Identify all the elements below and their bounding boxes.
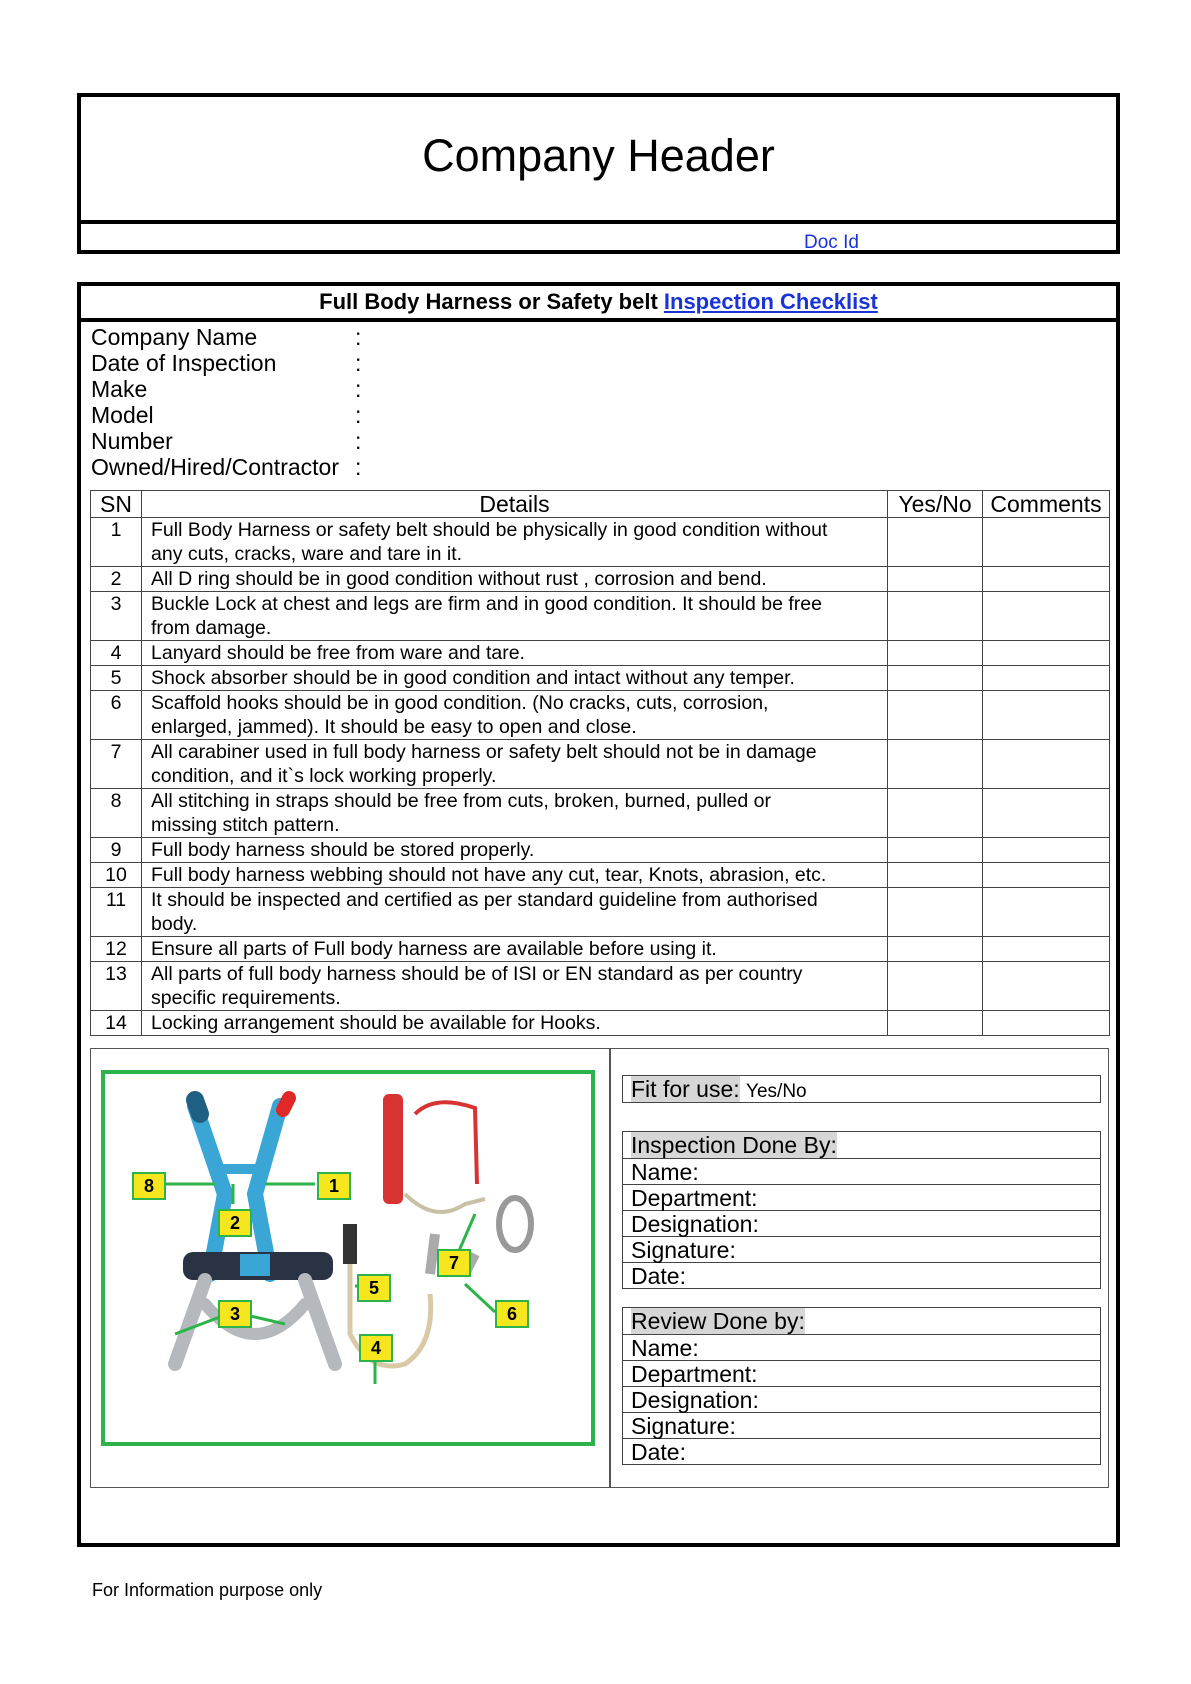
- row-comments-cell[interactable]: [983, 740, 1110, 789]
- info-row-model: [91, 402, 691, 428]
- row-sn: 10: [91, 863, 142, 888]
- row-yesno-cell[interactable]: [888, 838, 983, 863]
- row-yesno-cell[interactable]: [888, 691, 983, 740]
- row-details: [142, 567, 888, 592]
- info-colon: :: [355, 402, 362, 428]
- row-comments-cell[interactable]: [983, 641, 1110, 666]
- col-header-yesno: Yes/No: [888, 491, 983, 518]
- row-details: [142, 888, 888, 937]
- row-details-line: Full Body Harness or safety belt should be physically in good condition without: [151, 519, 828, 541]
- row-details: [142, 789, 888, 838]
- row-details-line: Full body harness should be stored properly.: [151, 839, 535, 861]
- table-header-row: [91, 491, 1110, 518]
- row-details-line: missing stitch pattern.: [151, 814, 340, 836]
- row-yesno-cell[interactable]: [888, 1011, 983, 1036]
- callout-label: 6: [495, 1300, 529, 1328]
- row-details-line: All stitching in straps should be free from cuts, broken, burned, pulled or: [151, 790, 771, 812]
- row-comments-cell[interactable]: [983, 863, 1110, 888]
- info-colon: :: [355, 324, 362, 350]
- row-details-line: body.: [151, 913, 198, 935]
- table-row: [91, 641, 1110, 666]
- row-details: [142, 863, 888, 888]
- table-row: [91, 937, 1110, 962]
- row-details-line: All parts of full body harness should be of ISI or EN standard as per country: [151, 963, 803, 985]
- fit-for-use-label: Fit for use:: [631, 1076, 740, 1102]
- review-date-field[interactable]: Date:: [623, 1438, 1100, 1464]
- info-row-company-name: [91, 324, 691, 350]
- harness-parts-image: [101, 1070, 595, 1446]
- info-label: Number: [91, 428, 173, 454]
- row-details-line: Shock absorber should be in good condition and intact without any temper.: [151, 667, 795, 689]
- row-comments-cell[interactable]: [983, 937, 1110, 962]
- row-comments-cell[interactable]: [983, 666, 1110, 691]
- row-details: [142, 937, 888, 962]
- row-details-line: specific requirements.: [151, 987, 341, 1009]
- harness-illustration: [105, 1074, 591, 1442]
- inspection-signature-field[interactable]: Signature:: [623, 1236, 1100, 1262]
- row-sn: 1: [91, 518, 142, 567]
- table-row: [91, 863, 1110, 888]
- row-details-line: Buckle Lock at chest and legs are firm and in good condition. It should be free: [151, 593, 822, 615]
- row-yesno-cell[interactable]: [888, 962, 983, 1011]
- footer-note: For Information purpose only: [92, 1580, 323, 1600]
- callout-label: 1: [317, 1172, 351, 1200]
- row-comments-cell[interactable]: [983, 1011, 1110, 1036]
- row-yesno-cell[interactable]: [888, 567, 983, 592]
- row-comments-cell[interactable]: [983, 888, 1110, 937]
- signoff-section: [90, 1048, 1109, 1488]
- row-sn: 2: [91, 567, 142, 592]
- fit-for-use-box: [622, 1075, 1101, 1103]
- row-sn: 9: [91, 838, 142, 863]
- fit-for-use-row[interactable]: [623, 1076, 1100, 1102]
- row-yesno-cell[interactable]: [888, 666, 983, 691]
- info-colon: :: [355, 428, 362, 454]
- checklist-title-link[interactable]: Inspection Checklist: [663, 289, 878, 314]
- callout-label: 5: [357, 1274, 391, 1302]
- row-details: [142, 962, 888, 1011]
- table-row: [91, 1011, 1110, 1036]
- row-comments-cell[interactable]: [983, 691, 1110, 740]
- inspection-title-row: [623, 1132, 1100, 1158]
- row-yesno-cell[interactable]: [888, 937, 983, 962]
- info-label: Model: [91, 402, 154, 428]
- row-sn: 7: [91, 740, 142, 789]
- info-row-date: [91, 350, 691, 376]
- info-colon: :: [355, 350, 362, 376]
- review-title: Review Done by:: [631, 1308, 805, 1334]
- row-comments-cell[interactable]: [983, 567, 1110, 592]
- info-label: Date of Inspection: [91, 350, 277, 376]
- callout-label: 2: [218, 1209, 252, 1237]
- info-label: Company Name: [91, 324, 258, 350]
- inspection-name-field[interactable]: Name:: [623, 1158, 1100, 1184]
- row-details: [142, 666, 888, 691]
- info-colon: :: [355, 376, 362, 402]
- row-comments-cell[interactable]: [983, 962, 1110, 1011]
- row-details: [142, 518, 888, 567]
- fit-for-use-value: Yes/No: [746, 1081, 807, 1102]
- checklist-title-bold: Full Body Harness or Safety belt: [319, 289, 664, 314]
- row-details: [142, 592, 888, 641]
- row-comments-cell[interactable]: [983, 789, 1110, 838]
- row-sn: 12: [91, 937, 142, 962]
- checklist-frame: [77, 282, 1120, 1547]
- row-details-line: Lanyard should be free from ware and tare.: [151, 642, 525, 664]
- callout-label: 3: [218, 1300, 252, 1328]
- inspection-designation-field[interactable]: Designation:: [623, 1210, 1100, 1236]
- row-sn: 4: [91, 641, 142, 666]
- row-details: [142, 1011, 888, 1036]
- row-details: [142, 691, 888, 740]
- row-yesno-cell[interactable]: [888, 592, 983, 641]
- col-header-sn: SN: [91, 491, 142, 518]
- company-header-title: Company Header: [422, 130, 775, 181]
- row-details-line: All D ring should be in good condition without rust , corrosion and bend.: [151, 568, 767, 590]
- review-title-row: [623, 1308, 1100, 1334]
- inspection-title: Inspection Done By:: [631, 1132, 837, 1158]
- review-box: [622, 1307, 1101, 1465]
- checklist-table: [90, 490, 1110, 1036]
- row-comments-cell[interactable]: [983, 838, 1110, 863]
- info-label: Make: [91, 376, 148, 402]
- row-details-line: Ensure all parts of Full body harness are available before using it.: [151, 938, 717, 960]
- row-details: [142, 838, 888, 863]
- table-row: [91, 666, 1110, 691]
- row-details-line: It should be inspected and certified as per standard guideline from authorised: [151, 889, 818, 911]
- row-yesno-cell[interactable]: [888, 518, 983, 567]
- callout-label: 7: [437, 1249, 471, 1277]
- review-designation-field[interactable]: Designation:: [623, 1386, 1100, 1412]
- info-colon: :: [355, 454, 362, 480]
- row-details-line: enlarged, jammed). It should be easy to open and close.: [151, 716, 637, 738]
- section-divider: [609, 1049, 611, 1487]
- row-yesno-cell[interactable]: [888, 641, 983, 666]
- row-yesno-cell[interactable]: [888, 863, 983, 888]
- table-row: [91, 789, 1110, 838]
- table-row: [91, 567, 1110, 592]
- checklist-body: [91, 518, 1110, 1036]
- row-sn: 5: [91, 666, 142, 691]
- row-yesno-cell[interactable]: [888, 888, 983, 937]
- inspection-info: [91, 324, 691, 480]
- table-row: [91, 838, 1110, 863]
- table-row: [91, 888, 1110, 937]
- info-row-make: [91, 376, 691, 402]
- table-row: [91, 518, 1110, 567]
- row-yesno-cell[interactable]: [888, 740, 983, 789]
- table-row: [91, 592, 1110, 641]
- row-details-line: Full body harness webbing should not have any cut, tear, Knots, abrasion, etc.: [151, 864, 827, 886]
- row-details-line: any cuts, cracks, ware and tare in it.: [151, 543, 463, 565]
- table-row: [91, 740, 1110, 789]
- inspection-department-field[interactable]: Department:: [623, 1184, 1100, 1210]
- info-label: Owned/Hired/Contractor: [91, 454, 339, 480]
- col-header-details: Details: [142, 491, 888, 518]
- inspection-box: [622, 1131, 1101, 1289]
- row-details: [142, 740, 888, 789]
- info-row-number: [91, 428, 691, 454]
- row-details: [142, 641, 888, 666]
- row-details-line: from damage.: [151, 617, 272, 639]
- col-header-comments: Comments: [983, 491, 1110, 518]
- row-sn: 13: [91, 962, 142, 1011]
- row-sn: 3: [91, 592, 142, 641]
- row-sn: 6: [91, 691, 142, 740]
- row-details-line: condition, and it`s lock working properly.: [151, 765, 497, 787]
- review-department-field[interactable]: Department:: [623, 1360, 1100, 1386]
- row-details-line: All carabiner used in full body harness or safety belt should not be in damage: [151, 741, 817, 763]
- callout-label: 4: [359, 1334, 393, 1362]
- table-row: [91, 691, 1110, 740]
- carabiner-icon: [499, 1198, 531, 1250]
- row-sn: 11: [91, 888, 142, 937]
- row-sn: 14: [91, 1011, 142, 1036]
- callout-label: 8: [132, 1172, 166, 1200]
- table-row: [91, 962, 1110, 1011]
- lanyard-icon: [383, 1094, 485, 1212]
- row-yesno-cell[interactable]: [888, 789, 983, 838]
- review-name-field[interactable]: Name:: [623, 1334, 1100, 1360]
- row-sn: 8: [91, 789, 142, 838]
- company-header-box: [77, 93, 1120, 254]
- title-divider: [81, 318, 1116, 322]
- info-row-ownership: [91, 454, 691, 480]
- checklist-title: [81, 286, 1116, 318]
- row-comments-cell[interactable]: [983, 592, 1110, 641]
- row-details-line: Locking arrangement should be available for Hooks.: [151, 1012, 601, 1034]
- row-details-line: Scaffold hooks should be in good condition. (No cracks, cuts, corrosion,: [151, 692, 769, 714]
- row-comments-cell[interactable]: [983, 518, 1110, 567]
- review-signature-field[interactable]: Signature:: [623, 1412, 1100, 1438]
- header-divider: [81, 220, 1116, 224]
- inspection-date-field[interactable]: Date:: [623, 1262, 1100, 1288]
- doc-id: Doc Id: [804, 232, 859, 253]
